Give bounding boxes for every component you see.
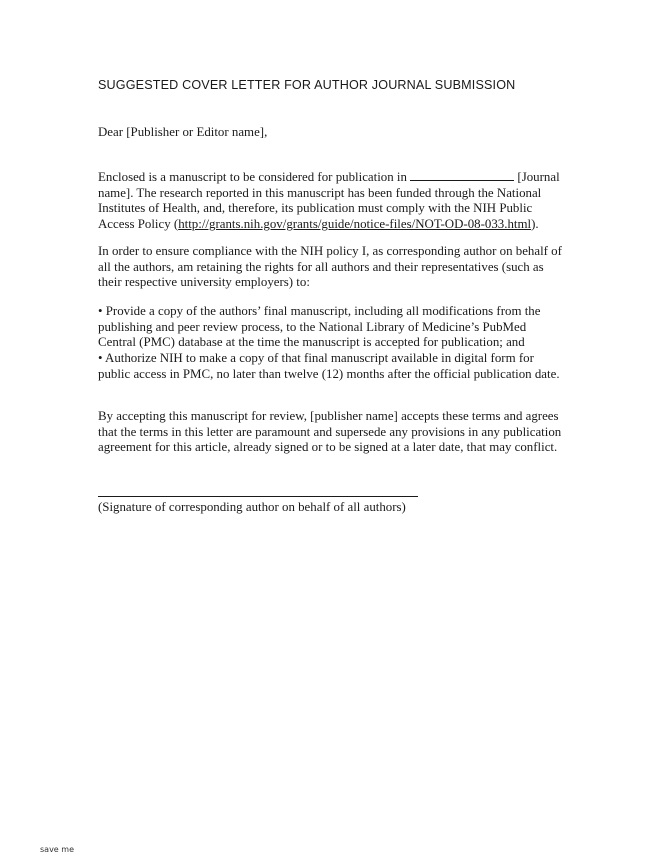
paragraph-line — [98, 169, 578, 186]
signature-line — [98, 496, 418, 497]
paragraph-text: [Journal — [517, 170, 560, 184]
paragraph-line: that the terms in this letter are paramount and supersede any provisions in any publication — [98, 424, 562, 439]
paragraph-line — [98, 217, 578, 233]
paragraph-line: all the authors, am retaining the rights for all authors and their representatives (such as — [98, 259, 544, 274]
paragraph-line: agreement for this article, already signed or to be signed at a later date, that may conflict. — [98, 440, 558, 455]
journal-name-blank — [410, 169, 514, 181]
paragraph-line: In order to ensure compliance with the NIH policy I, as corresponding author on behalf of — [98, 244, 562, 258]
nih-policy-link[interactable]: http://grants.nih.gov/grants/guide/notice-files/NOT-OD-08-033.html — [178, 217, 532, 232]
paragraph-acceptance-terms — [98, 409, 578, 456]
paragraph-enclosed-manuscript — [98, 169, 578, 233]
paragraph-text: Enclosed is a manuscript to be considered for publication in — [98, 170, 407, 184]
footer-text: save me — [40, 845, 74, 854]
paragraph-text: Access Policy ( — [98, 217, 179, 232]
paragraph-line: public access in PMC, no later than twelve (12) months after the official publication date. — [98, 366, 560, 381]
paragraph-rights-list — [98, 304, 578, 383]
salutation: Dear [Publisher or Editor name], — [98, 125, 268, 139]
paragraph-compliance — [98, 244, 578, 291]
paragraph-line: By accepting this manuscript for review, [publisher name] accepts these terms and agrees — [98, 409, 559, 423]
list-item: • Authorize NIH to make a copy of that final manuscript available in digital form for — [98, 351, 534, 366]
paragraph-line: publishing and peer review process, to the National Library of Medicine’s PubMed — [98, 319, 527, 334]
paragraph-line: their respective university employers) to: — [98, 275, 310, 290]
paragraph-text: ). — [531, 217, 539, 232]
paragraph-line: name]. The research reported in this manuscript has been funded through the National — [98, 185, 542, 200]
document-title: SUGGESTED COVER LETTER FOR AUTHOR JOURNAL SUBMISSION — [98, 78, 516, 92]
list-item: • Provide a copy of the authors’ final manuscript, including all modifications from the — [98, 304, 541, 318]
signature-caption: (Signature of corresponding author on behalf of all authors) — [98, 500, 406, 514]
paragraph-line: Institutes of Health, and, therefore, its publication must comply with the NIH Public — [98, 201, 533, 216]
paragraph-line: Central (PMC) database at the time the manuscript is accepted for publication; and — [98, 335, 525, 350]
